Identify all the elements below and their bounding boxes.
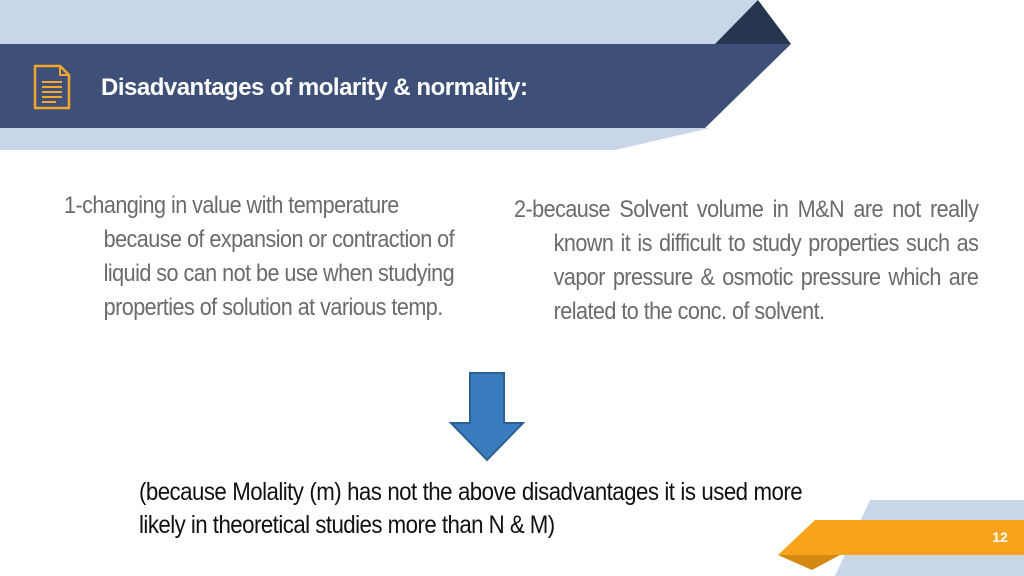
document-icon bbox=[32, 64, 72, 110]
bottom-light-band bbox=[0, 128, 710, 150]
point-1-block bbox=[64, 189, 474, 325]
ribbon-shadow bbox=[778, 555, 840, 570]
down-arrow-icon bbox=[449, 372, 525, 462]
conclusion-text: (because Molality (m) has not the above disadvantages it is used more likely in theoretical studies more than N & M) bbox=[139, 478, 803, 539]
point-2-text: 2-because Solvent volume in M&N are not really known it is difficult to study properties such as vapor pressure & osmotic pressure which are related to the conc. of solvent. bbox=[514, 196, 979, 325]
point-2-block bbox=[514, 193, 978, 329]
page-number: 12 bbox=[992, 529, 1008, 545]
point-1-text: 1-changing in value with temperature because of expansion or contraction of liquid so can not be use when studying properties of solution at various temp. bbox=[64, 192, 455, 321]
top-light-band bbox=[0, 0, 758, 44]
slide-title: Disadvantages of molarity & normality: bbox=[101, 74, 528, 101]
